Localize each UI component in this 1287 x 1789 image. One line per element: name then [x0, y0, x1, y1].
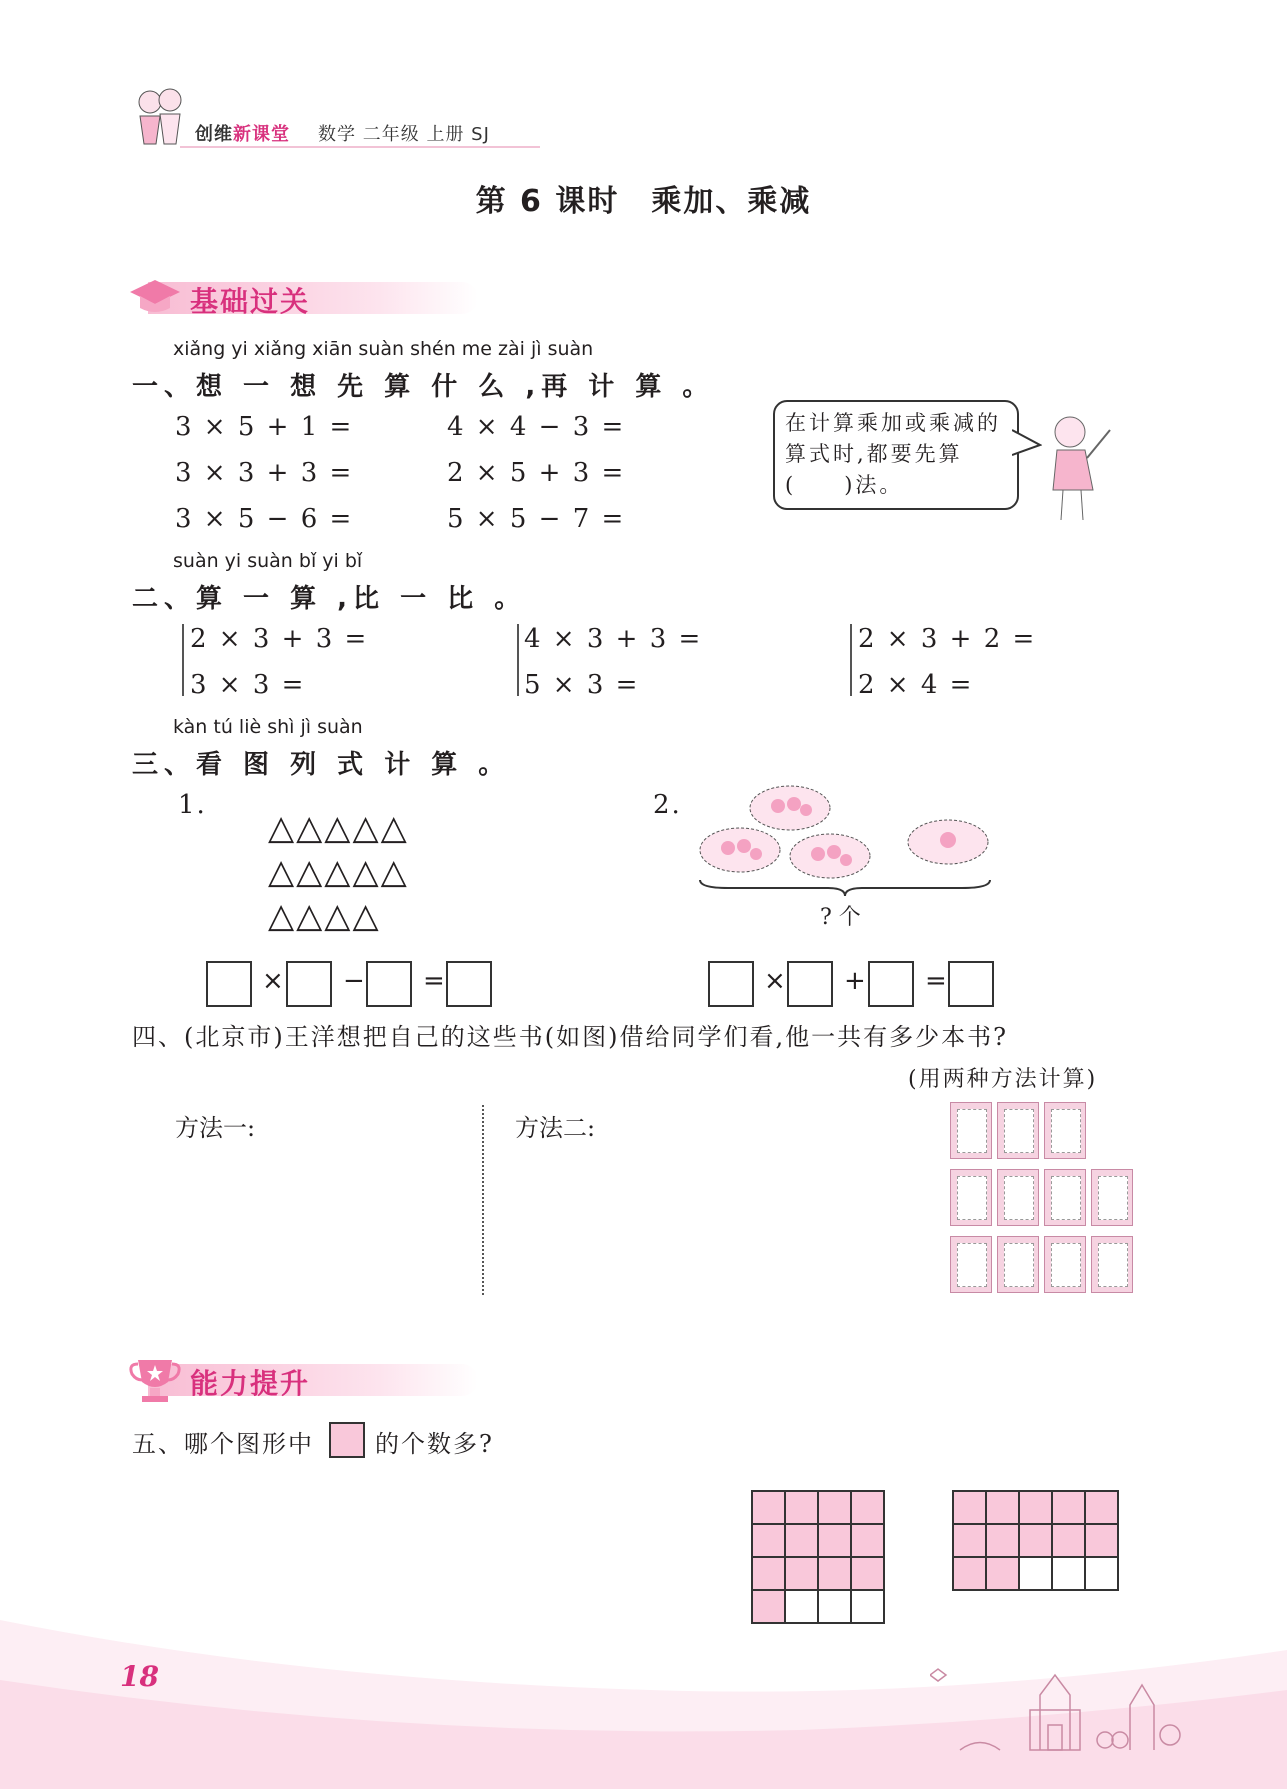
grid-cell: [986, 1524, 1019, 1557]
book-icon: [950, 1169, 992, 1226]
group-bracket: [850, 624, 856, 696]
q2-title: 二、算 一 算 ,比 一 比 。: [132, 584, 527, 614]
section-advanced-banner: [128, 1352, 488, 1402]
grid-cell: [1052, 1491, 1085, 1524]
grid-cell: [1019, 1557, 1052, 1590]
brace-label: ? 个: [820, 905, 861, 930]
method-two-label: 方法二:: [515, 1114, 596, 1142]
q5-text-before: 五、哪个图形中: [132, 1430, 314, 1458]
operator: =: [423, 966, 445, 996]
operator: +: [844, 966, 866, 996]
q1-title: 一、想 一 想 先 算 什 么 ,再 计 算 。: [132, 372, 715, 402]
trophy-icon: [128, 1356, 182, 1404]
grid-cell: [818, 1524, 851, 1557]
course-info: 数学 二年级 上册 SJ: [318, 124, 490, 145]
q2-pinyin: suàn yi suàn bǐ yi bǐ: [173, 550, 363, 572]
book-icon: [997, 1236, 1039, 1293]
grid-cell: [752, 1590, 785, 1623]
triangle-row: △△△△△: [268, 852, 409, 892]
operator: ×: [764, 966, 786, 996]
page-title: 第 6 课时 乘加、乘减: [475, 184, 812, 219]
grid-figure-one: [751, 1490, 885, 1624]
operator: ×: [262, 966, 284, 996]
q1-expr: 3 × 5 − 6 =: [175, 504, 354, 534]
divider: [482, 1105, 484, 1295]
grid-cell: [953, 1491, 986, 1524]
answer-box[interactable]: [787, 961, 833, 1007]
grid-cell: [785, 1491, 818, 1524]
q4-note: (用两种方法计算): [908, 1067, 1098, 1092]
grid-cell: [1085, 1524, 1118, 1557]
books-picture: [950, 1102, 1140, 1302]
section-basic-banner: [128, 270, 488, 320]
grid-cell: [785, 1590, 818, 1623]
q2-expr: 2 × 4 =: [858, 670, 974, 700]
method-one-label: 方法一:: [175, 1114, 256, 1142]
grid-cell: [1085, 1491, 1118, 1524]
bubble-tail: [1012, 425, 1042, 465]
triangle-row: △△△△: [268, 896, 381, 936]
q3-item1-label: 1.: [178, 790, 207, 820]
grid-cell: [752, 1491, 785, 1524]
brand: 创维新课堂: [195, 124, 290, 145]
q1-expr: 2 × 5 + 3 =: [447, 458, 626, 488]
grid-cell: [1019, 1524, 1052, 1557]
operator: −: [343, 966, 365, 996]
grid-cell: [851, 1524, 884, 1557]
q2-expr: 4 × 3 + 3 =: [524, 624, 703, 654]
book-icon: [997, 1169, 1039, 1226]
book-icon: [997, 1102, 1039, 1159]
section-advanced-title: 能力提升: [190, 1367, 311, 1400]
cartoon-kids-icon: [130, 82, 190, 152]
pink-square-icon: [329, 1422, 365, 1458]
answer-box[interactable]: [366, 961, 412, 1007]
grid-cell: [752, 1557, 785, 1590]
grid-cell: [986, 1491, 1019, 1524]
grid-cell: [818, 1491, 851, 1524]
book-icon: [950, 1102, 992, 1159]
grid-cell: [1085, 1557, 1118, 1590]
grid-cell: [1052, 1557, 1085, 1590]
curly-brace: [698, 878, 992, 898]
grid-cell: [851, 1491, 884, 1524]
book-icon: [1091, 1236, 1133, 1293]
castle-illustration: [930, 1655, 1190, 1755]
grid-cell: [785, 1524, 818, 1557]
q1-expr: 4 × 4 − 3 =: [447, 412, 626, 442]
grid-cell: [953, 1524, 986, 1557]
grid-cell: [851, 1590, 884, 1623]
grid-cell: [785, 1557, 818, 1590]
q1-pinyin: xiǎng yi xiǎng xiān suàn shén me zài jì suàn: [173, 338, 594, 360]
book-icon: [1044, 1102, 1086, 1159]
q2-expr: 3 × 3 =: [190, 670, 306, 700]
grid-cell: [818, 1557, 851, 1590]
operator: =: [925, 966, 947, 996]
section-basic-title: 基础过关: [190, 285, 311, 318]
answer-box[interactable]: [708, 961, 754, 1007]
answer-box[interactable]: [868, 961, 914, 1007]
grid-cell: [986, 1557, 1019, 1590]
q4-text: 四、(北京市)王洋想把自己的这些书(如图)借给同学们看,他一共有多少本书?: [132, 1023, 1008, 1051]
grid-cell: [953, 1557, 986, 1590]
book-icon: [950, 1236, 992, 1293]
answer-box[interactable]: [206, 961, 252, 1007]
q2-expr: 2 × 3 + 2 =: [858, 624, 1037, 654]
girl-mascot-icon: [1045, 410, 1115, 525]
answer-box[interactable]: [446, 961, 492, 1007]
grid-cell: [851, 1557, 884, 1590]
grid-figure-two: [952, 1490, 1119, 1591]
grid-cell: [752, 1524, 785, 1557]
book-icon: [1091, 1169, 1133, 1226]
triangle-row: △△△△△: [268, 808, 409, 848]
grid-cell: [1019, 1491, 1052, 1524]
book-icon: [1044, 1169, 1086, 1226]
q3-item2-label: 2.: [653, 790, 682, 820]
tip-text: 在计算乘加或乘减的算式时,都要先算( )法。: [785, 411, 1001, 497]
graduation-cap-icon: [128, 274, 182, 318]
grid-cell: [818, 1590, 851, 1623]
group-bracket: [182, 624, 188, 696]
q1-expr: 3 × 5 + 1 =: [175, 412, 354, 442]
book-icon: [1044, 1236, 1086, 1293]
q1-expr: 5 × 5 − 7 =: [447, 504, 626, 534]
q2-expr: 2 × 3 + 3 =: [190, 624, 369, 654]
q1-expr: 3 × 3 + 3 =: [175, 458, 354, 488]
q3-title: 三、看 图 列 式 计 算 。: [132, 750, 511, 780]
grid-cell: [1052, 1524, 1085, 1557]
answer-box[interactable]: [948, 961, 994, 1007]
page-number: 18: [120, 1660, 159, 1693]
answer-box[interactable]: [286, 961, 332, 1007]
q2-expr: 5 × 3 =: [524, 670, 640, 700]
group-bracket: [517, 624, 523, 696]
q3-pinyin: kàn tú liè shì jì suàn: [173, 716, 363, 738]
q5-text-after: 的个数多?: [375, 1430, 494, 1458]
